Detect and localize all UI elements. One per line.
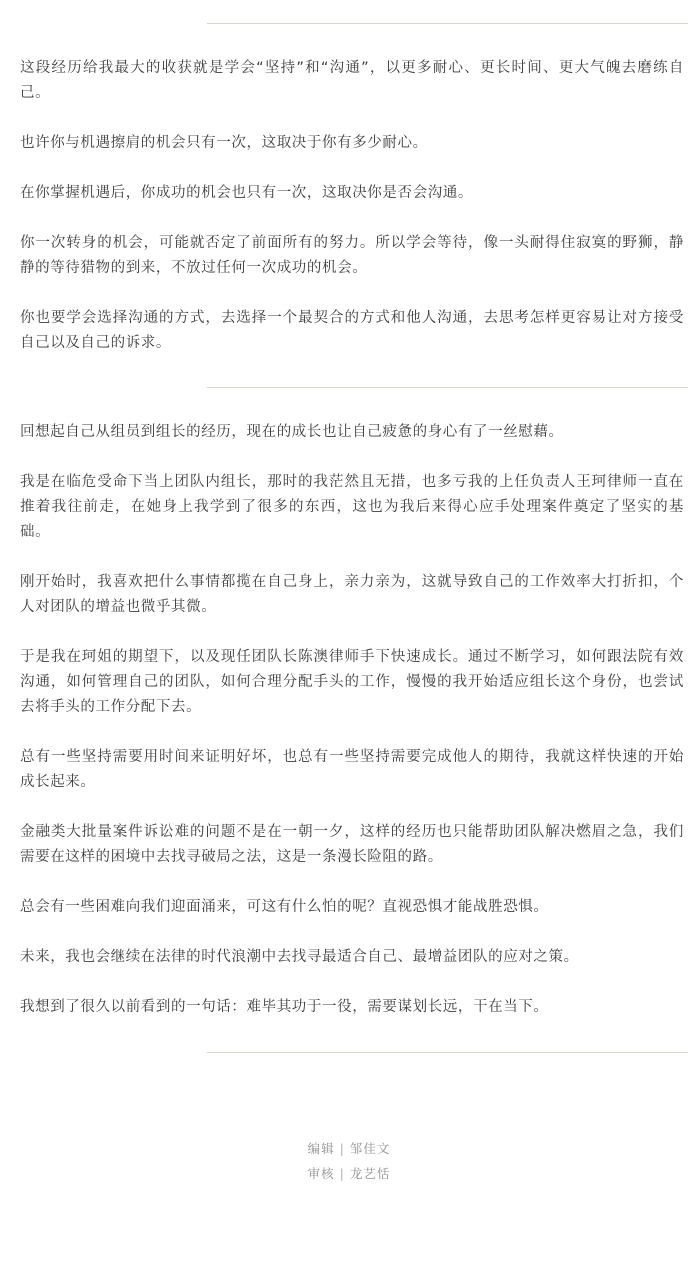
paragraph: 金融类大批量案件诉讼难的问题不是在一朝一夕，这样的经历也只能帮助团队解决燃眉之急，我们需要在这样的困境中去找寻破局之法，这是一条漫长险阻的路。 xyxy=(20,824,684,865)
reviewer-name: 龙艺恬 xyxy=(349,1166,391,1181)
credits xyxy=(0,1136,698,1186)
paragraph: 在你掌握机遇后，你成功的机会也只有一次，这取决你是否会沟通。 xyxy=(20,185,473,201)
paragraph: 未来，我也会继续在法律的时代浪潮中去找寻最适合自己、最增益团队的应对之策。 xyxy=(20,949,579,965)
credit-separator: | xyxy=(339,1141,345,1156)
paragraph: 我是在临危受命下当上团队内组长，那时的我茫然且无措，也多亏我的上任负责人王珂律师一直在推着我往前走，在她身上我学到了很多的东西，这也为我后来得心应手处理案件奠定了坚实的基础。 xyxy=(20,474,684,540)
divider-middle xyxy=(207,387,688,388)
paragraph: 于是我在珂姐的期望下，以及现任团队长陈澳律师手下快速成长。通过不断学习，如何跟法院有效沟通，如何管理自己的团队，如何合理分配手头的工作，慢慢的我开始适应组长这个身份，也尝试去将手头的工作分配下去。 xyxy=(20,649,684,715)
paragraph: 也许你与机遇擦肩的机会只有一次，这取决于你有多少耐心。 xyxy=(20,135,428,151)
editor-name: 邹佳文 xyxy=(349,1141,391,1156)
paragraph: 总会有一些困难向我们迎面涌来，可这有什么怕的呢？直视恐惧才能战胜恐惧。 xyxy=(20,899,549,915)
paragraph: 这段经历给我最大的收获就是学会“坚持”和“沟通”，以更多耐心、更长时间、更大气魄去磨练自己。 xyxy=(20,60,684,101)
paragraph: 总有一些坚持需要用时间来证明好坏，也总有一些坚持需要完成他人的期待，我就这样快速的开始成长起来。 xyxy=(20,749,684,790)
reviewer-credit xyxy=(0,1161,698,1186)
divider-top xyxy=(207,23,688,24)
editor-label: 编辑 xyxy=(307,1141,335,1156)
divider-bottom xyxy=(207,1052,688,1053)
paragraph: 你一次转身的机会，可能就否定了前面所有的努力。所以学会等待，像一头耐得住寂寞的野狮，静静的等待猎物的到来，不放过任何一次成功的机会。 xyxy=(20,235,684,276)
article-section-2 xyxy=(20,420,684,1020)
reviewer-label: 审核 xyxy=(307,1166,335,1181)
paragraph: 你也要学会选择沟通的方式，去选择一个最契合的方式和他人沟通，去思考怎样更容易让对方接受自己以及自己的诉求。 xyxy=(20,310,684,351)
article-section-1 xyxy=(20,56,684,356)
paragraph: 回想起自己从组员到组长的经历，现在的成长也让自己疲惫的身心有了一丝慰藉。 xyxy=(20,424,564,440)
editor-credit xyxy=(0,1136,698,1161)
credit-separator: | xyxy=(339,1166,345,1181)
paragraph: 刚开始时，我喜欢把什么事情都揽在自己身上，亲力亲为，这就导致自己的工作效率大打折扣，个人对团队的增益也微乎其微。 xyxy=(20,574,684,615)
paragraph: 我想到了很久以前看到的一句话：难毕其功于一役，需要谋划长远，干在当下。 xyxy=(20,999,549,1015)
